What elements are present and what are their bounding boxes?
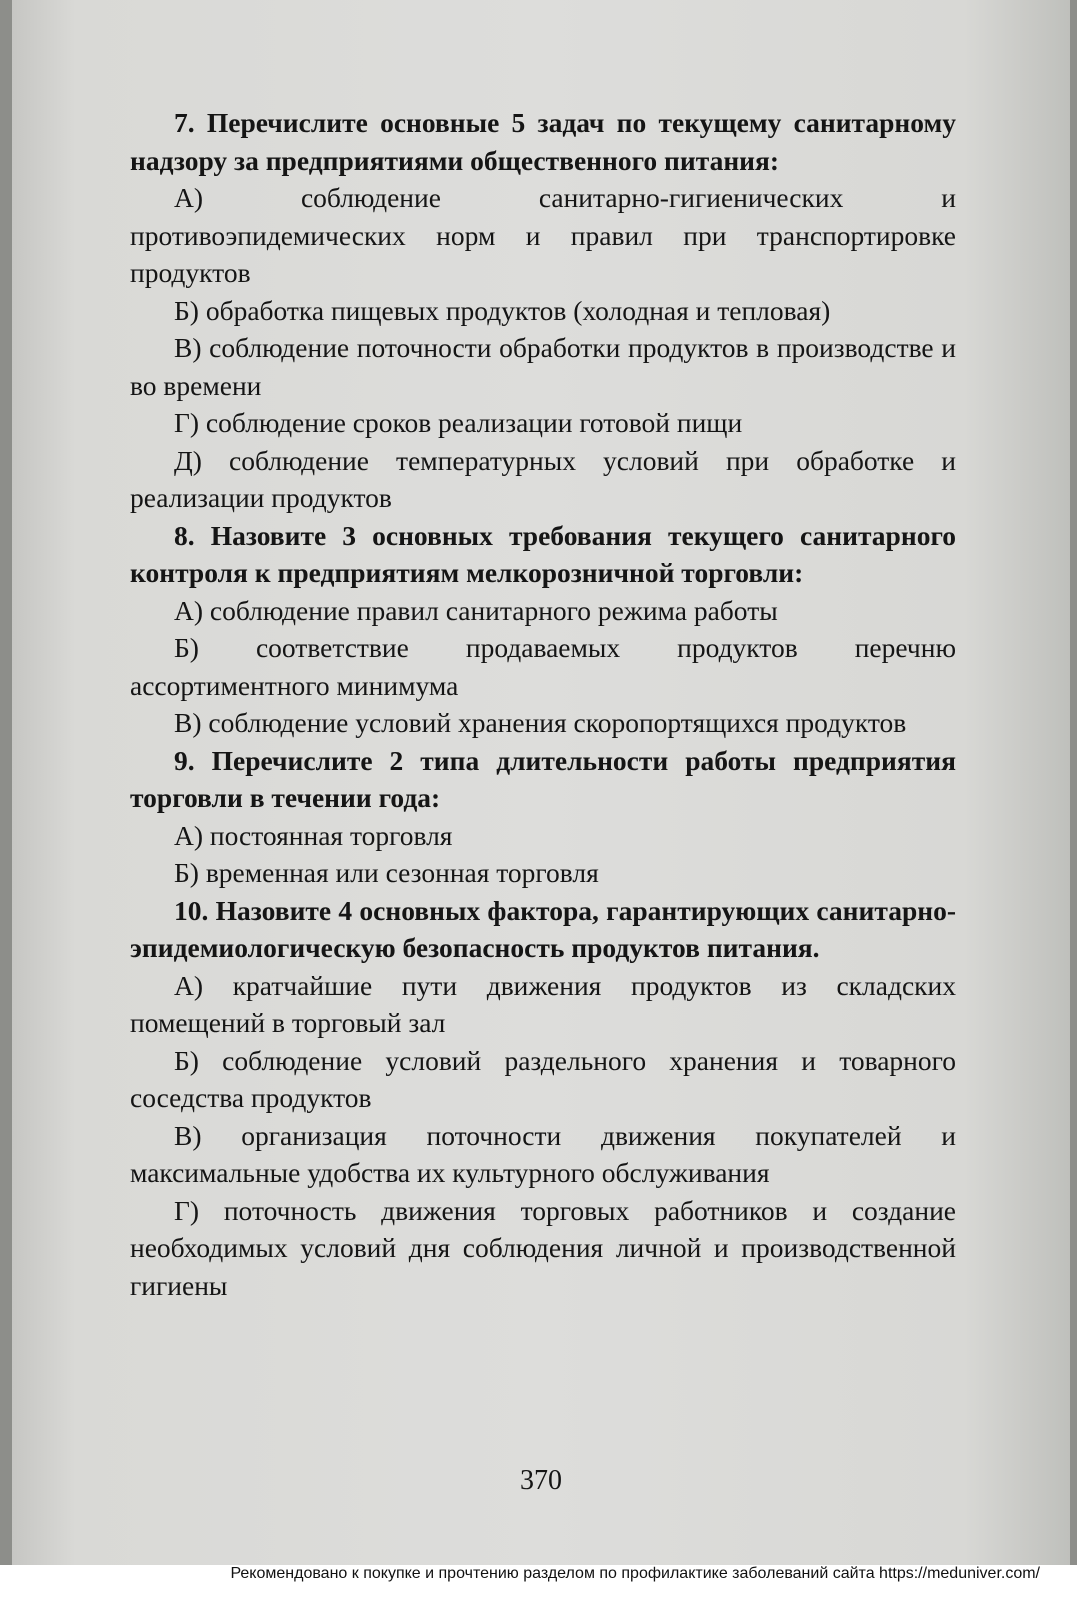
question-9-title: 9. Перечислите 2 типа длительности работы предприятия торговли в течении года: [130, 744, 956, 813]
page-number: 370 [520, 1465, 562, 1496]
question-9-answer-a: А) постоянная торговля [174, 819, 453, 851]
question-8-answer-b: Б) соответствие продаваемых продуктов перечню ассортиментного минимума [130, 632, 956, 701]
question-7-answer-a: А) соблюдение санитарно-гигиенических и противоэпидемических норм и правил при транспортировке продуктов [130, 182, 956, 288]
question-7-answer-e: Д) соблюдение температурных условий при обработке и реализации продуктов [130, 444, 956, 513]
question-7-answer-c: В) соблюдение поточности обработки продуктов в производстве и во времени [130, 332, 956, 401]
question-10-answer-a: А) кратчайшие пути движения продуктов из складских помещений в торговый зал [130, 969, 956, 1038]
question-8-title: 8. Назовите 3 основных требования текущего санитарного контроля к предприятиям мелкорозничной торговли: [130, 519, 956, 588]
question-10-answer-d: Г) поточность движения торговых работников и создание необходимых условий дня соблюдения личной и производственной гигиены [130, 1194, 956, 1301]
question-10-answer-b: Б) соблюдение условий раздельного хранения и товарного соседства продуктов [130, 1044, 956, 1113]
page-content [130, 104, 956, 1304]
question-7-answer-d: Г) соблюдение сроков реализации готовой пищи [174, 407, 743, 438]
question-8-answer-a: А) соблюдение правил санитарного режима работы [174, 594, 778, 626]
question-8-answer-c: В) соблюдение условий хранения скоропортящихся продуктов [174, 707, 907, 738]
question-10-answer-c: В) организация поточности движения покупателей и максимальные удобства их культурного обслуживания [130, 1119, 956, 1188]
question-9-answer-b: Б) временная или сезонная торговля [174, 857, 599, 888]
book-page [12, 0, 1070, 1565]
footer-note: Рекомендовано к покупке и прочтению разделом по профилактике заболеваний сайта https://meduniver.com/ [150, 1565, 1040, 1583]
question-7-answer-b: Б) обработка пищевых продуктов (холодная и тепловая) [174, 294, 831, 326]
question-10-title: 10. Назовите 4 основных фактора, гарантирующих санитарно-эпидемиологическую безопасность продуктов питания. [130, 894, 956, 963]
question-7-title: 7. Перечислите основные 5 задач по текущему санитарному надзору за предприятиями общественного питания: [130, 107, 956, 176]
